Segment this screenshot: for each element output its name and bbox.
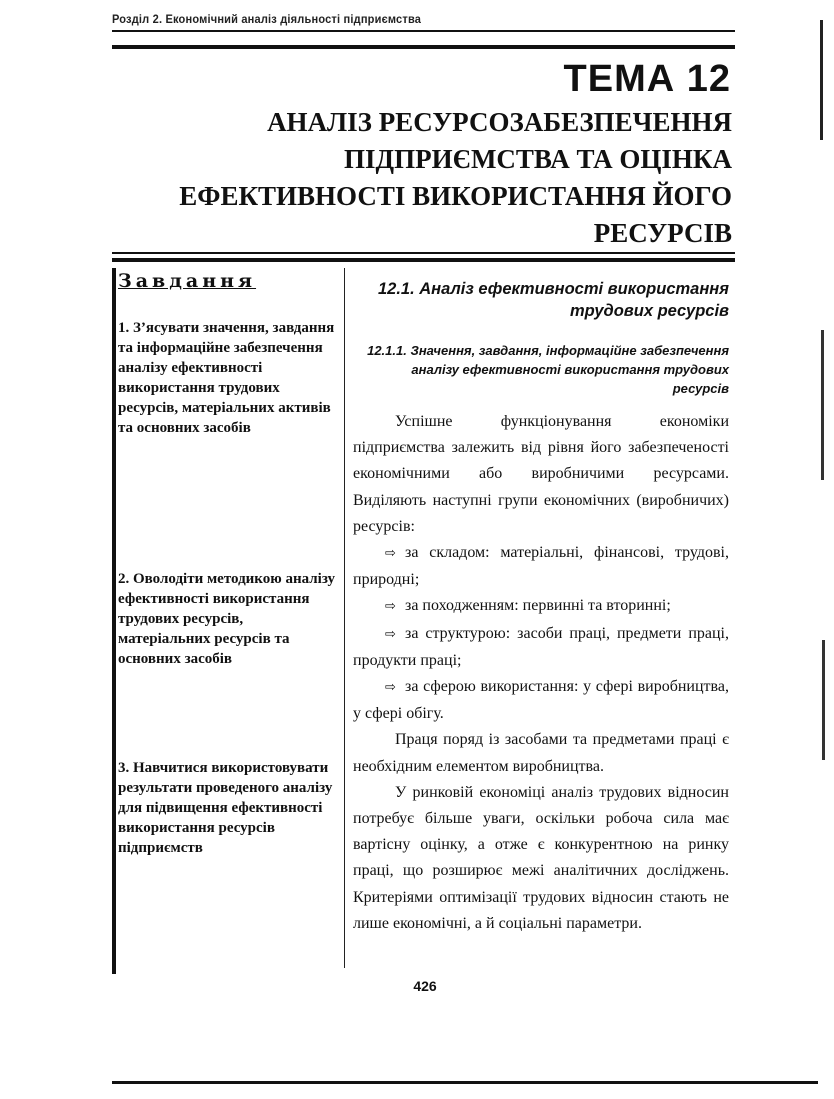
paragraph-intro: Успішне функціонування економіки підприємства залежить від рівня його забезпеченості економічними або виробничими ресурсами. Виділяють наступні групи економічних (виробничих) ресурсів: <box>353 413 729 535</box>
paragraph-labour: Праця поряд із засобами та предметами праці є необхідним елементом виробництва. <box>353 731 729 775</box>
arrow-icon: ⇨ <box>385 626 396 642</box>
task-item-1: 1. З’ясувати значення, завдання та інформаційне забезпечення аналізу ефективності використання трудових ресурсів, матеріальних активів та основних засобів <box>118 320 335 436</box>
task-item-3: 3. Навчитися використовувати результати проведеного аналізу для підвищення ефективності використання ресурсів підприємств <box>118 760 333 856</box>
list-item: ⇨ за походженням: первинні та вторинні; <box>353 593 729 620</box>
page-number: 426 <box>413 978 437 994</box>
top-rule-thin <box>112 30 735 32</box>
page-edge-shadow <box>821 330 824 480</box>
arrow-icon: ⇨ <box>385 546 396 562</box>
arrow-icon: ⇨ <box>385 599 396 615</box>
page-edge-shadow <box>820 20 823 140</box>
running-header: Розділ 2. Економічний аналіз діяльності підприємства <box>112 12 422 26</box>
page-edge-shadow <box>822 640 825 760</box>
section-title: 12.1. Аналіз ефективності використання трудових ресурсів <box>377 280 729 320</box>
list-item: ⇨ за сферою використання: у сфері виробництва, у сфері обігу. <box>353 674 729 727</box>
list-item: ⇨ за складом: матеріальні, фінансові, трудові, природні; <box>353 540 729 593</box>
title-rule-thick <box>112 258 735 262</box>
title-rule-thin <box>112 252 735 254</box>
paragraph-market: У ринковій економіці аналіз трудових відносин потребує більше уваги, оскільки робоча сила має вартісну оцінку, а отже є конкурентною на ринку праці, що розширює межі аналітичних досліджень. Критеріями оптимізації трудових відносин стають не лише економічні, а й соціальні параметри. <box>353 783 729 932</box>
main-body <box>353 409 729 937</box>
bottom-rule <box>112 1081 818 1084</box>
sidebar-bar <box>112 268 116 974</box>
chapter-label: ТЕМА 12 <box>563 58 731 100</box>
top-rule-thick <box>112 45 735 49</box>
subsection-title: 12.1.1. Значення, завдання, інформаційне забезпечення аналізу ефективності використання трудових ресурсів <box>367 343 729 396</box>
list-item: ⇨ за структурою: засоби праці, предмети праці, продукти праці; <box>353 621 729 674</box>
task-item-2: 2. Оволодіти методикою аналізу ефективності використання трудових ресурсів, матеріальних ресурсів та основних засобів <box>118 571 336 667</box>
tasks-heading: Завдання <box>118 270 257 292</box>
arrow-icon: ⇨ <box>385 680 396 696</box>
column-divider <box>344 268 345 968</box>
chapter-title: АНАЛІЗ РЕСУРСОЗАБЕЗПЕЧЕННЯ ПІДПРИЄМСТВА ТА ОЦІНКА ЕФЕКТИВНОСТІ ВИКОРИСТАННЯ ЙОГО РЕСУРСІВ <box>179 107 732 248</box>
